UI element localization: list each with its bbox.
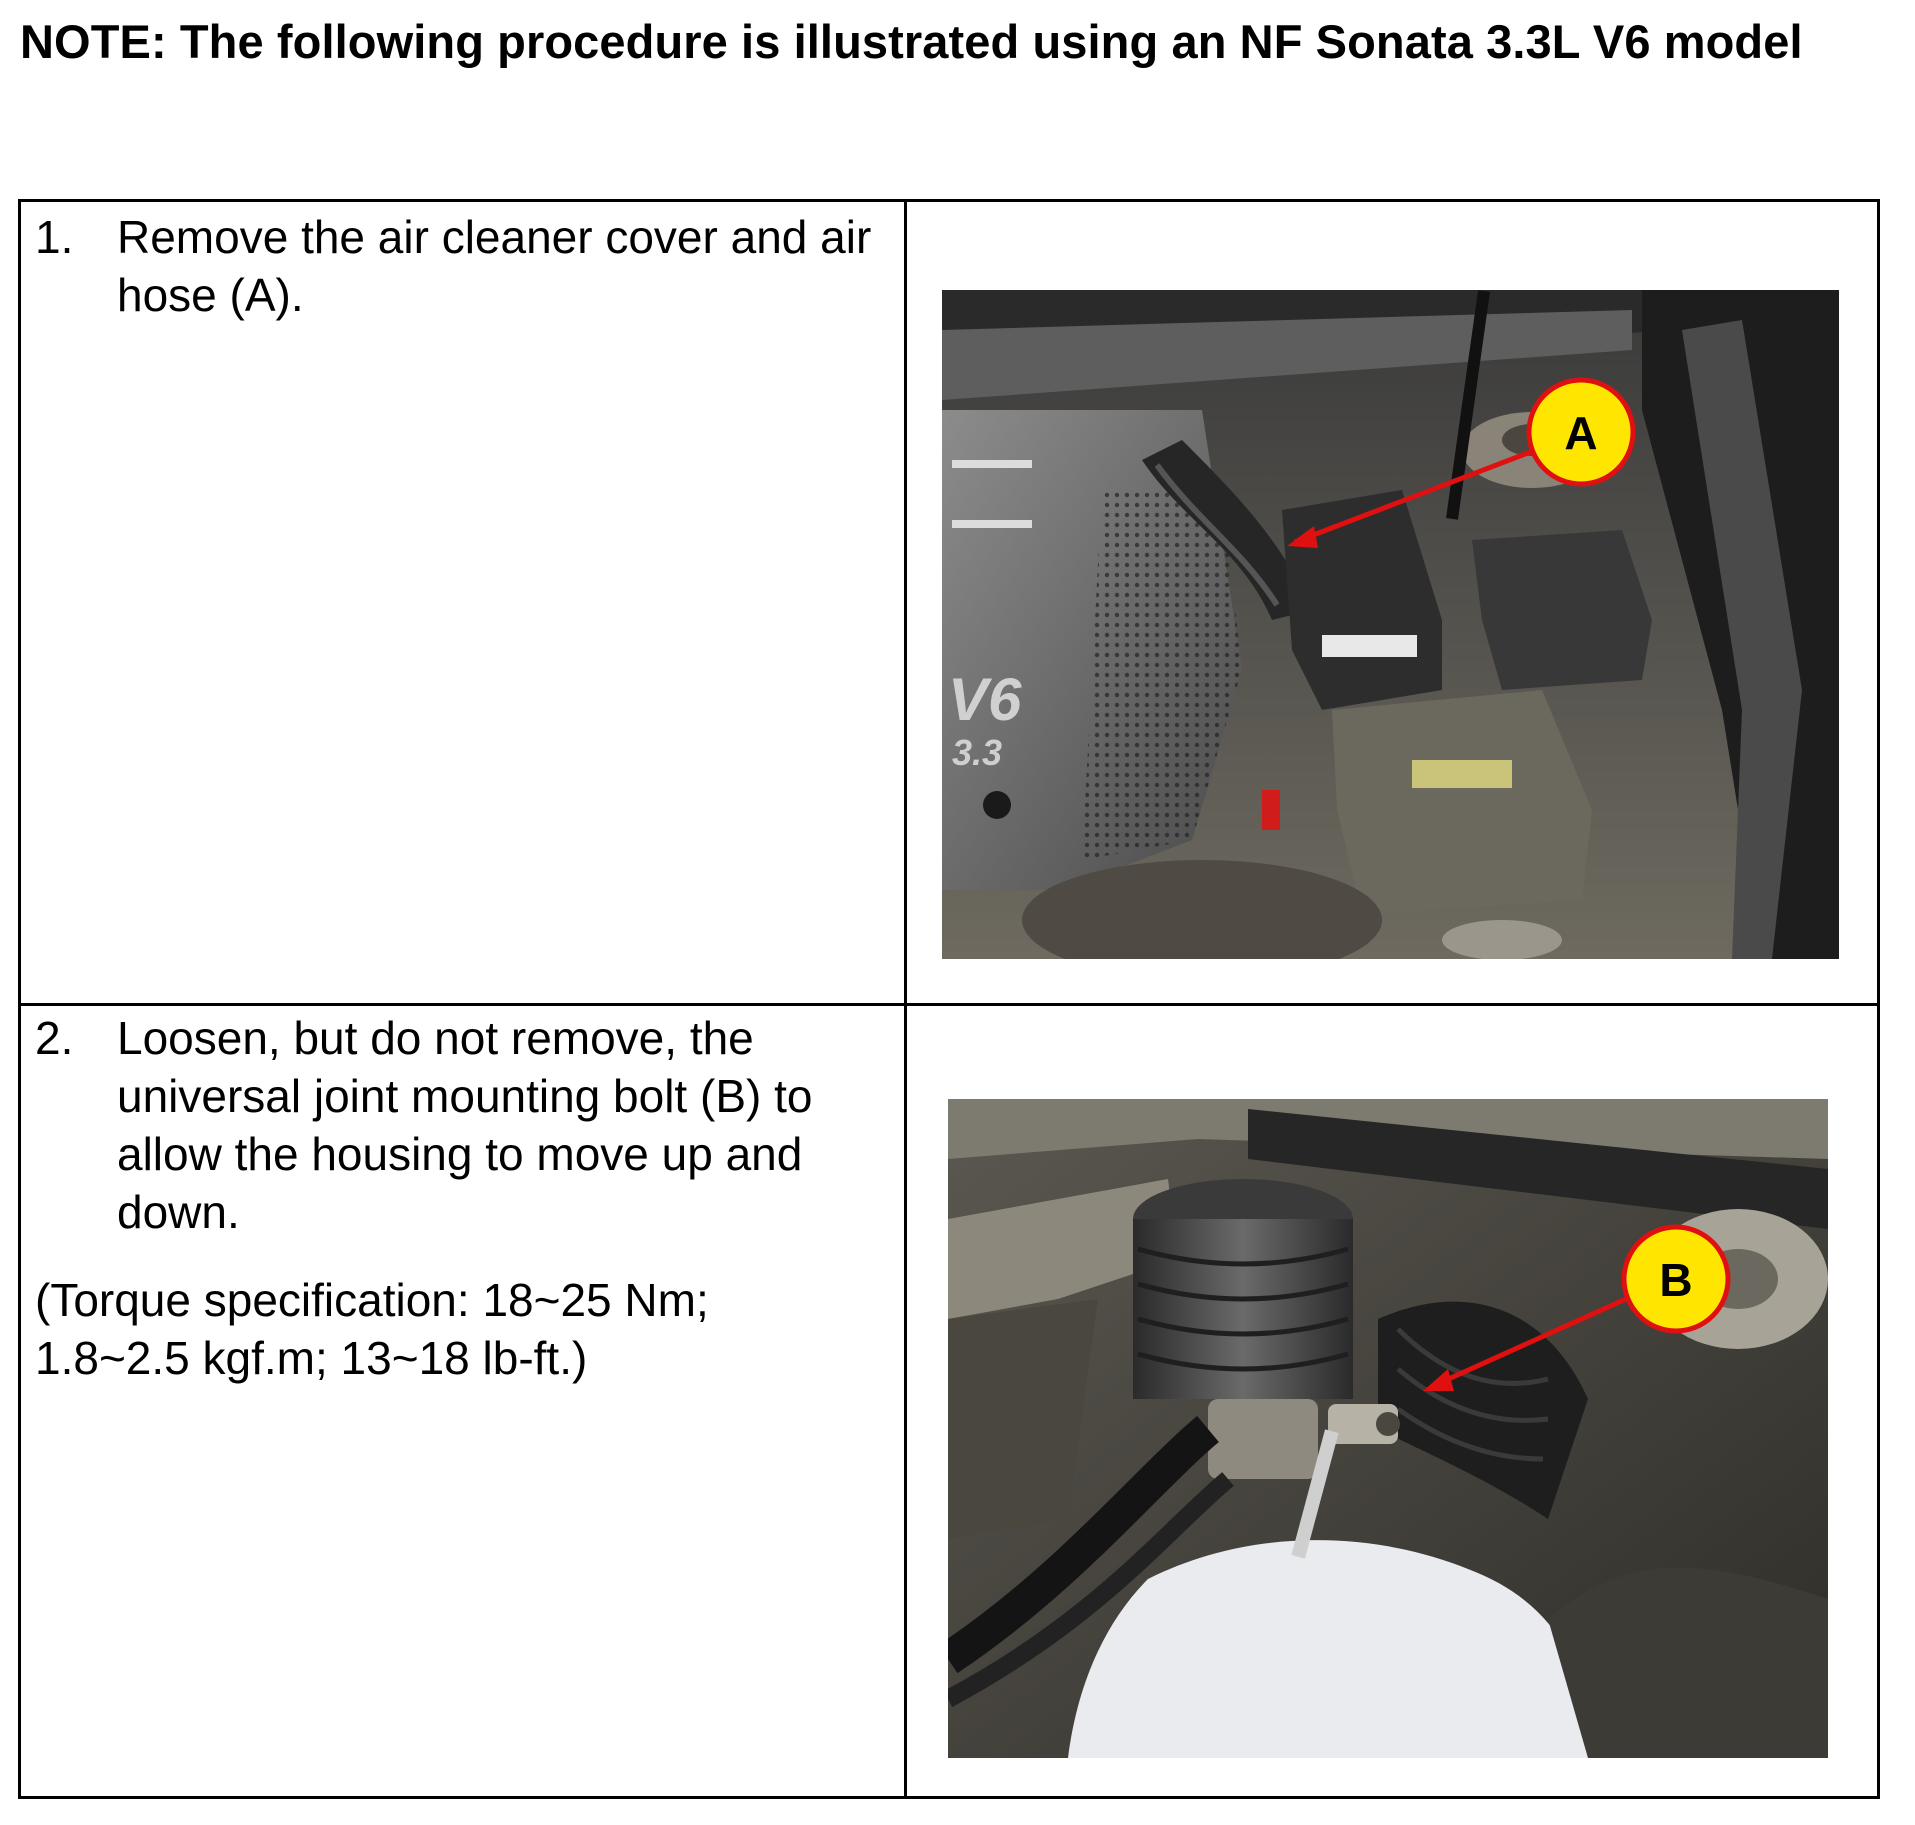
engine-cover-v6-text: V6 (948, 666, 1022, 733)
step-2-photo (948, 1099, 1828, 1758)
step-1-text (35, 208, 895, 324)
step-2-number: 2. (35, 1012, 74, 1064)
torque-specification: (Torque specification: 18~25 Nm; 1.8~2.5 kgf.m; 13~18 lb-ft.) (35, 1274, 709, 1384)
table-row-divider (21, 1003, 1877, 1006)
step-1-photo (942, 290, 1839, 959)
step-1-instruction: Remove the air cleaner cover and air hose (A). (117, 211, 872, 321)
step-1-number: 1. (35, 211, 74, 263)
table-column-divider (904, 202, 907, 1796)
engine-cover-displacement-text: 3.3 (952, 732, 1003, 773)
step-2-text (35, 1009, 895, 1241)
callout-a-label: A (1564, 407, 1598, 459)
note-heading: NOTE: The following procedure is illustrated using an NF Sonata 3.3L V6 model (20, 15, 1803, 68)
procedure-table (18, 199, 1880, 1799)
step-2-instruction: Loosen, but do not remove, the universal joint mounting bolt (B) to allow the housing to move up and down. (117, 1012, 813, 1238)
callout-b-label: B (1659, 1254, 1693, 1306)
